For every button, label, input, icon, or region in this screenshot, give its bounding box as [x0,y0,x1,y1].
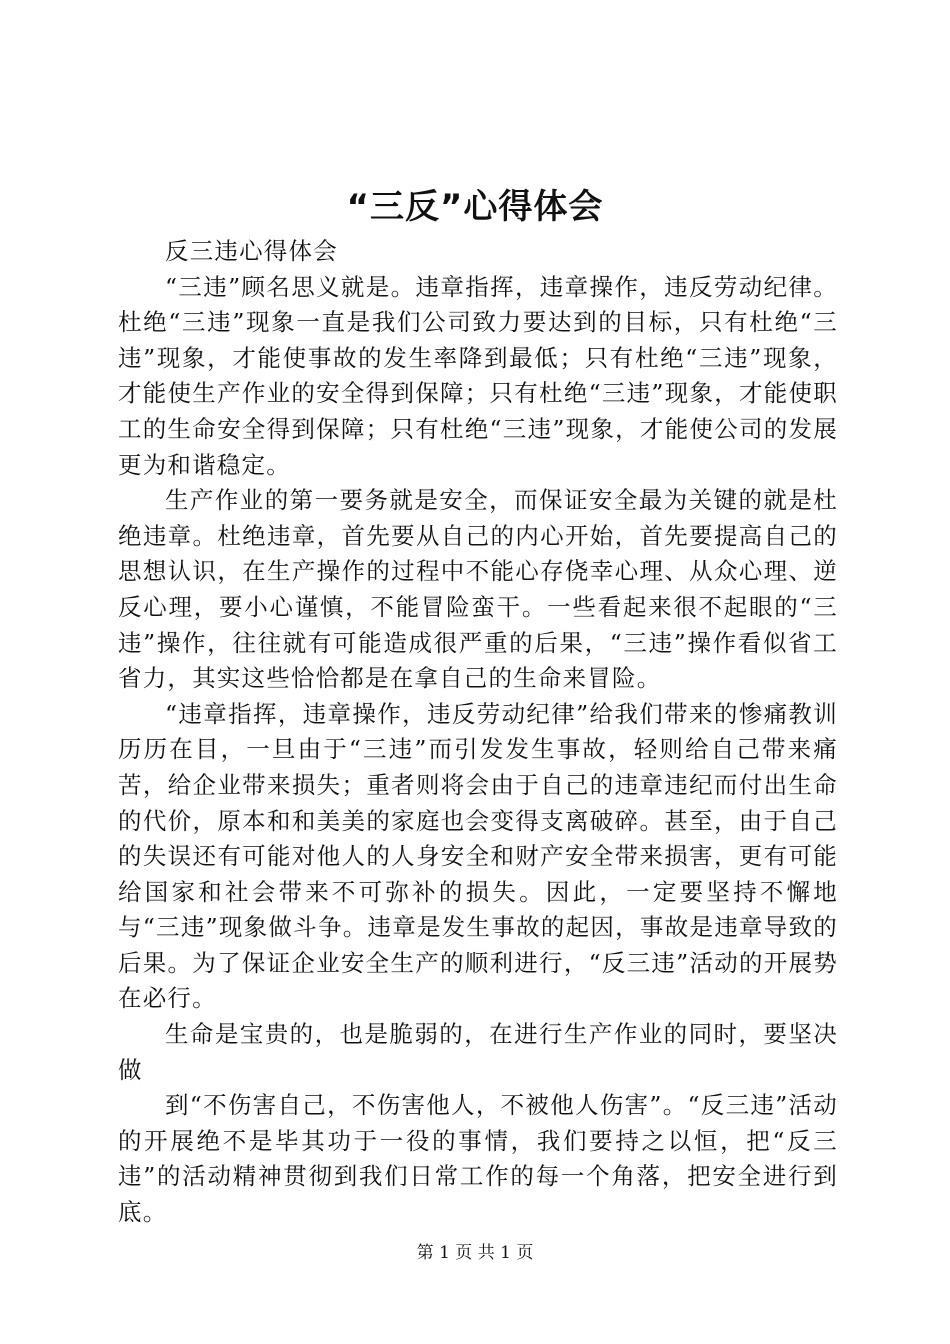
paragraph-2: 生产作业的第一要务就是安全，而保证安全最为关键的就是杜绝违章。杜绝违章，首先要从自己的内心开始，首先要提高自己的思想认识，在生产操作的过程中不能心存侥幸心理、从众心理、逆反心理，要小心谨慎，不能冒险蛮干。一些看起来很不起眼的“三违”操作，往往就有可能造成很严重的后果，“三违”操作看似省工省力，其实这些恰恰都是在拿自己的生命来冒险。 [118,486,838,693]
document-title: “三反”心得体会 [346,187,604,227]
page-number-footer: 第 1 页 共 1 页 [416,1243,534,1263]
paragraph-4: 生命是宝贵的，也是脆弱的，在进行生产作业的同时，要坚决做 [118,1020,838,1084]
paragraph-subtitle: 反三违心得体会 [165,237,338,265]
paragraph-5: 到“不伤害自己，不伤害他人，不被他人伤害”。“反三违”活动的开展绝不是毕其功于一役的事情，我们要持之以恒，把“反三违”的活动精神贯彻到我们日常工作的每一个角落，把安全进行到底。 [118,1091,838,1227]
paragraph-1: “三违”顾名思义就是。违章指挥，违章操作，违反劳动纪律。杜绝“三违”现象一直是我们公司致力要达到的目标，只有杜绝“三违”现象，才能使事故的发生率降到最低；只有杜绝“三违”现象，才能使生产作业的安全得到保障；只有杜绝“三违”现象，才能使职工的生命安全得到保障；只有杜绝“三违”现象，才能使公司的发展更为和谐稳定。 [118,272,838,479]
paragraph-3: “违章指挥，违章操作，违反劳动纪律”给我们带来的惨痛教训历历在目，一旦由于“三违”而引发发生事故，轻则给自己带来痛苦，给企业带来损失；重者则将会由于自己的违章违纪而付出生命的代价，原本和和美美的家庭也会变得支离破碎。甚至，由于自己的失误还有可能对他人的人身安全和财产安全带来损害，更有可能给国家和社会带来不可弥补的损失。因此，一定要坚持不懈地与“三违”现象做斗争。违章是发生事故的起因，事故是违章导致的后果。为了保证企业安全生产的顺利进行，“反三违”活动的开展势在必行。 [118,699,838,1013]
document-body [118,234,838,1231]
